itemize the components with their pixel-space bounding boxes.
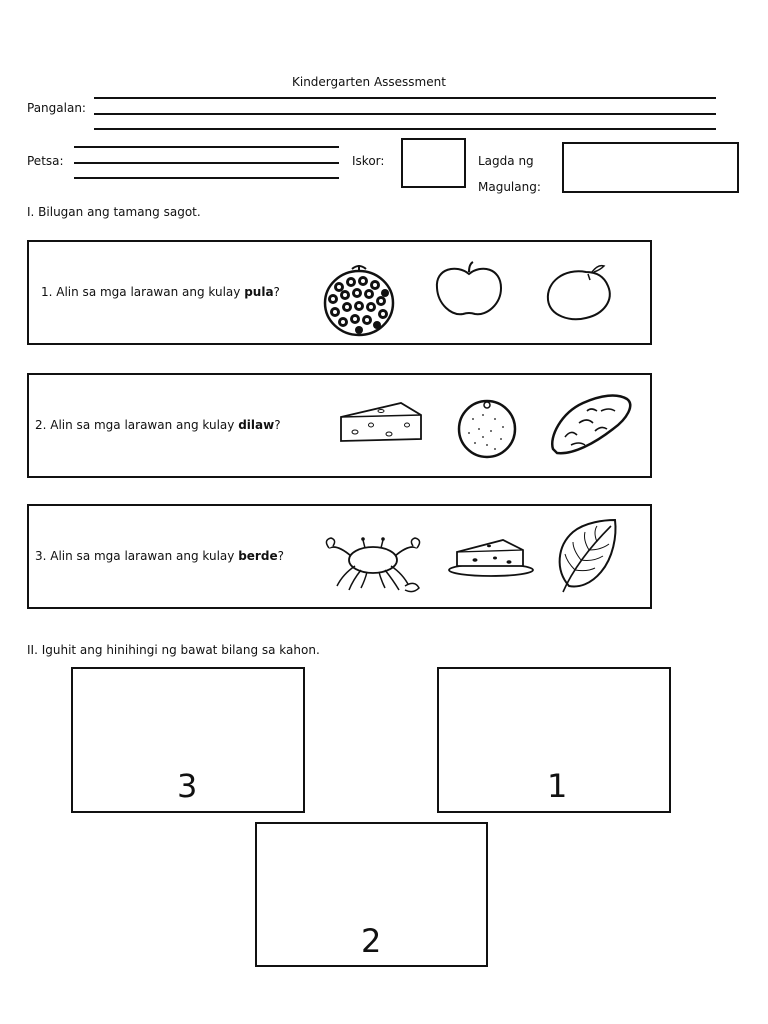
score-label: Iskor: (352, 154, 385, 168)
question-prefix: 3. Alin sa mga larawan ang kulay (35, 549, 239, 563)
section-2-heading: II. Iguhit ang hinihingi ng bawat bilang sa kahon. (27, 643, 320, 657)
parent-signature-box[interactable] (562, 142, 739, 193)
question-text (35, 418, 281, 432)
question-suffix: ? (274, 418, 281, 432)
cheese-plate-icon[interactable] (445, 534, 537, 578)
orange-fruit-icon[interactable] (453, 397, 521, 461)
date-label: Petsa: (27, 154, 64, 168)
date-line[interactable] (74, 146, 339, 148)
question-text (41, 285, 280, 299)
potato-icon[interactable] (543, 389, 639, 459)
name-line[interactable] (94, 128, 716, 130)
parent-signature-label: Magulang: (478, 180, 541, 194)
question-prefix: 1. Alin sa mga larawan ang kulay (41, 285, 245, 299)
draw-box-number: 2 (361, 922, 382, 960)
question-prefix: 2. Alin sa mga larawan ang kulay (35, 418, 239, 432)
question-suffix: ? (277, 549, 284, 563)
page-title: Kindergarten Assessment (292, 75, 446, 89)
question-color: dilaw (238, 418, 275, 432)
date-line[interactable] (74, 177, 339, 179)
orange-icon[interactable] (542, 260, 622, 324)
crab-icon[interactable] (321, 530, 425, 594)
date-line[interactable] (74, 162, 339, 164)
leaf-icon[interactable] (551, 516, 621, 594)
question-text (35, 549, 284, 563)
draw-box-2[interactable] (255, 822, 488, 967)
name-label: Pangalan: (27, 101, 86, 115)
draw-box-number: 3 (177, 767, 198, 805)
atis-icon[interactable] (319, 257, 399, 337)
cheese-icon[interactable] (337, 399, 425, 445)
question-box (27, 373, 652, 478)
question-box (27, 240, 652, 345)
question-suffix: ? (273, 285, 280, 299)
name-line[interactable] (94, 97, 716, 99)
draw-box-3[interactable] (71, 667, 305, 813)
question-box (27, 504, 652, 609)
section-1-heading: I. Bilugan ang tamang sagot. (27, 205, 201, 219)
draw-box-1[interactable] (437, 667, 671, 813)
question-color: pula (244, 285, 274, 299)
name-line[interactable] (94, 113, 716, 115)
draw-box-number: 1 (547, 767, 568, 805)
apple-icon[interactable] (429, 260, 509, 320)
score-box[interactable] (401, 138, 466, 188)
parent-signature-label: Lagda ng (478, 154, 534, 168)
question-color: berde (238, 549, 278, 563)
